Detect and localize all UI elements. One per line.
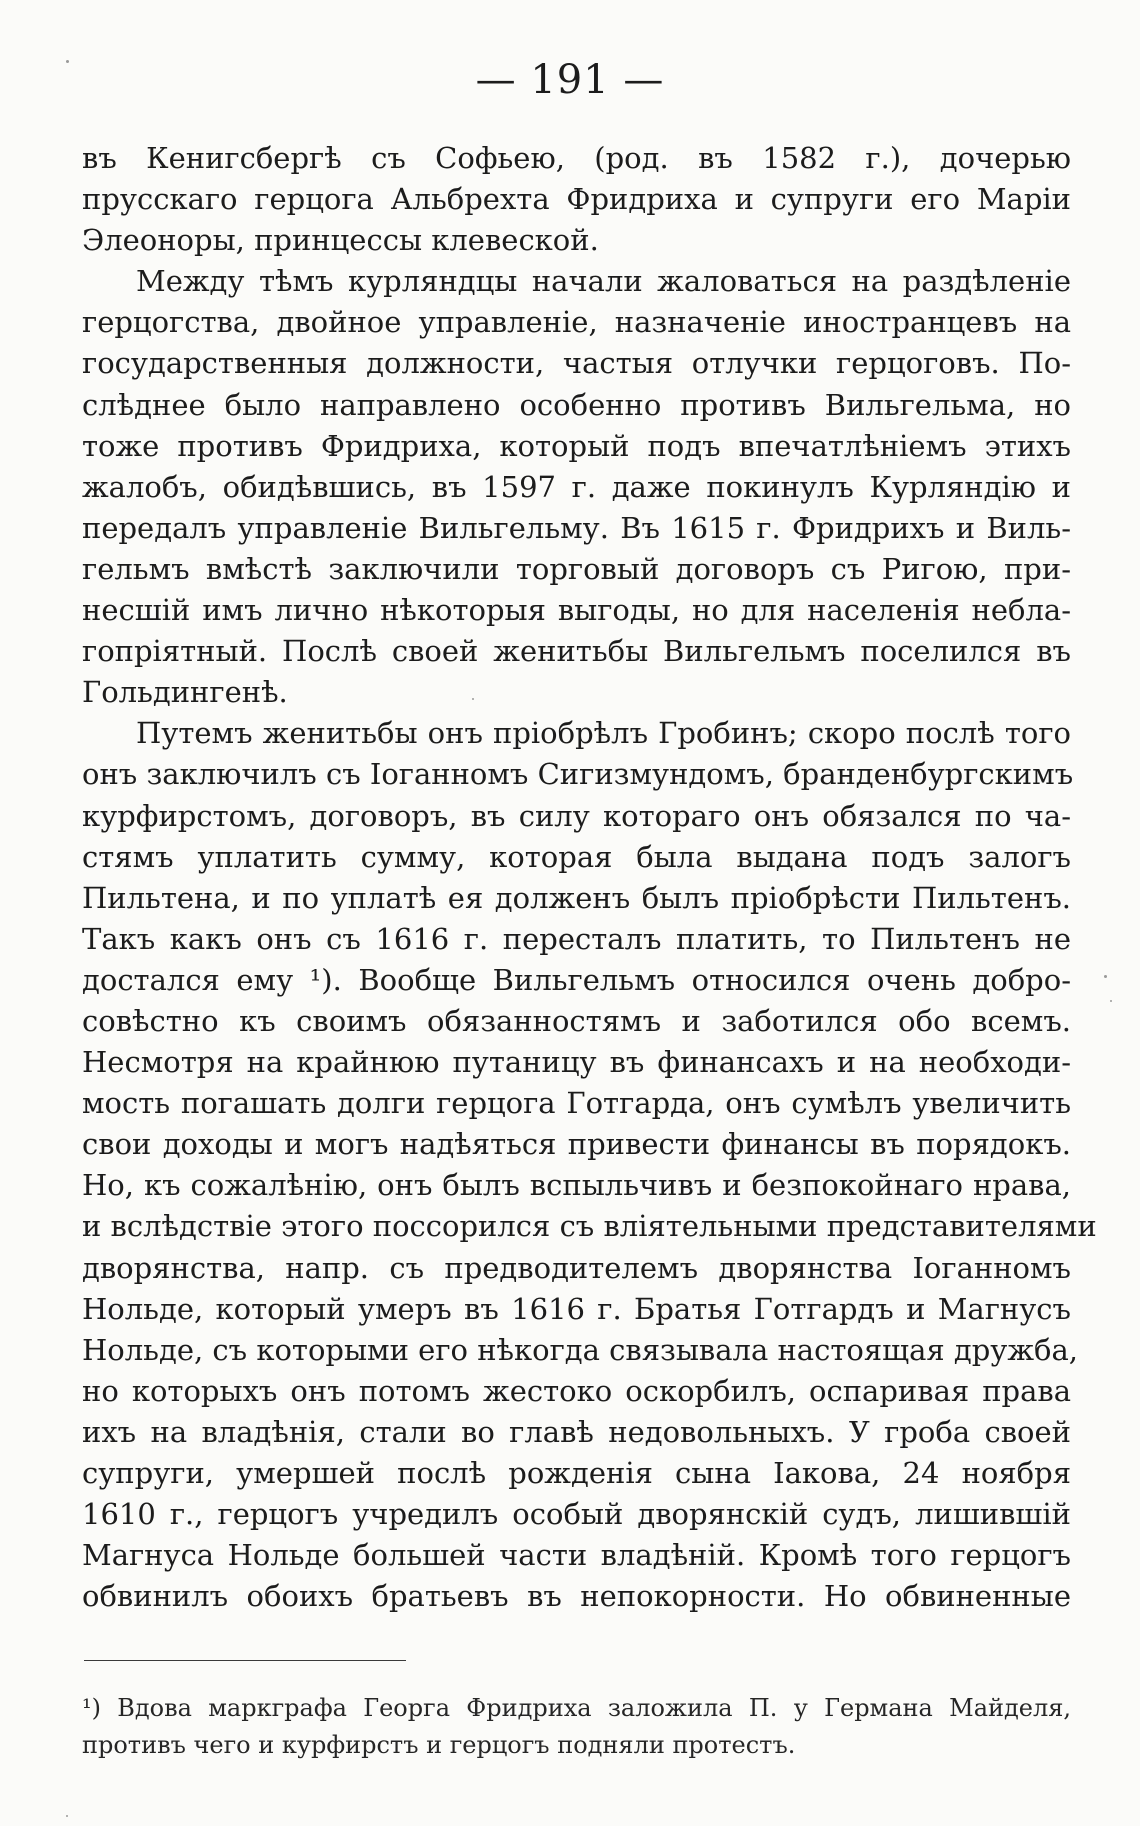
scan-speck: [66, 1815, 68, 1817]
text-line: гопріятный. Послѣ своей женитьбы Вильгельмъ поселился въ: [82, 634, 1071, 669]
text-line: Путемъ женитьбы онъ пріобрѣлъ Гробинъ; скоро послѣ того: [136, 716, 1071, 751]
text-line: Нольде, который умеръ въ 1616 г. Братья Готгардъ и Магнусъ: [82, 1291, 1071, 1326]
footnote-line: ¹) Вдова маркграфа Георга Фридриха заложила П. у Германа Майделя,: [82, 1694, 1071, 1722]
text-line: 1610 г., герцогъ учредилъ особый дворянскій судъ, лишившій: [82, 1497, 1071, 1532]
footnote-line: противъ чего и курфирстъ и герцогъ подняли протестъ.: [82, 1731, 796, 1759]
paragraph-2: [82, 261, 1071, 713]
text-line: Нольде, съ которыми его нѣкогда связывала настоящая дружба,: [82, 1332, 1079, 1367]
text-line: стямъ уплатить сумму, которая была выдана подъ залогъ: [82, 839, 1071, 874]
text-line: Такъ какъ онъ съ 1616 г. пересталъ платить, то Пильтенъ не: [82, 921, 1071, 956]
text-line: Несмотря на крайнюю путаницу въ финансахъ и на необходи-: [82, 1045, 1071, 1080]
paragraph-1: [82, 138, 1071, 261]
text-line: герцогства, двойное управленіе, назначеніе иностранцевъ на: [82, 305, 1071, 340]
text-line: свои доходы и могъ надѣяться привести финансы въ порядокъ.: [82, 1127, 1071, 1162]
text-line: Между тѣмъ курляндцы начали жаловаться на раздѣленіе: [136, 264, 1071, 299]
text-line: Магнуса Нольде большей части владѣній. Кромѣ того герцогъ: [82, 1538, 1071, 1573]
text-line: но которыхъ онъ потомъ жестоко оскорбилъ, оспаривая права: [82, 1373, 1071, 1408]
text-line: передалъ управленіе Вильгельму. Въ 1615 г. Фридрихъ и Виль-: [82, 510, 1071, 545]
footnote-divider: [84, 1660, 406, 1661]
text-line: прусскаго герцога Альбрехта Фридриха и супруги его Маріи: [82, 182, 1071, 217]
text-line: дворянства, напр. съ предводителемъ дворянства Іоганномъ: [82, 1250, 1071, 1285]
text-line: и вслѣдствіе этого поссорился съ вліятельными представителями: [82, 1209, 1097, 1244]
text-line: совѣстно къ своимъ обязанностямъ и заботился обо всемъ.: [82, 1003, 1071, 1038]
text-line: въ Кенигсбергѣ съ Софьею, (род. въ 1582 г.), дочерью: [82, 141, 1071, 175]
text-line: обвинилъ обоихъ братьевъ въ непокорности. Но обвиненные: [82, 1579, 1071, 1614]
text-line: Но, къ сожалѣнію, онъ былъ вспыльчивъ и безпокойнаго нрава,: [82, 1168, 1071, 1203]
text-line: слѣднее было направлено особенно противъ Вильгельма, но: [82, 387, 1071, 422]
text-line: государственныя должности, частыя отлучки герцоговъ. По-: [82, 346, 1071, 381]
text-line: ихъ на владѣнія, стали во главѣ недовольныхъ. У гроба своей: [82, 1414, 1071, 1449]
text-line: Пильтена, и по уплатѣ ея долженъ былъ пріобрѣсти Пильтенъ.: [82, 880, 1071, 915]
text-line: курфирстомъ, договоръ, въ силу котораго онъ обязался по ча-: [82, 798, 1071, 833]
text-line: жалобъ, обидѣвшись, въ 1597 г. даже покинулъ Курляндію и: [82, 469, 1071, 504]
text-line: Гольдингенѣ.: [82, 675, 288, 710]
text-line: несшій имъ лично нѣкоторыя выгоды, но для населенія небла-: [82, 593, 1071, 628]
page-number: — 191 —: [475, 57, 665, 103]
scan-speck: [1110, 1000, 1112, 1002]
text-line: супруги, умершей послѣ рожденія сына Іакова, 24 ноября: [82, 1456, 1071, 1490]
scan-speck: [1104, 975, 1107, 978]
body-text: [82, 138, 1097, 1617]
text-line: мость погашать долги герцога Готгарда, онъ сумѣлъ увеличить: [82, 1086, 1071, 1121]
text-line: тоже противъ Фридриха, который подъ впечатлѣніемъ этихъ: [82, 428, 1071, 463]
text-line: Элеоноры, принцессы клевеской.: [82, 223, 599, 258]
scan-speck: [472, 698, 474, 700]
footnote: [82, 1690, 1071, 1764]
text-line-with-footnote-ref: достался ему ¹). Вообще Вильгельмъ относился очень добро-: [82, 962, 1071, 997]
paragraph-3: [82, 713, 1097, 1617]
text-line: гельмъ вмѣстѣ заключили торговый договоръ съ Ригою, при-: [82, 551, 1071, 586]
text-line: онъ заключилъ съ Іоганномъ Сигизмундомъ, бранденбургскимъ: [82, 757, 1074, 792]
scan-speck: [66, 60, 69, 63]
